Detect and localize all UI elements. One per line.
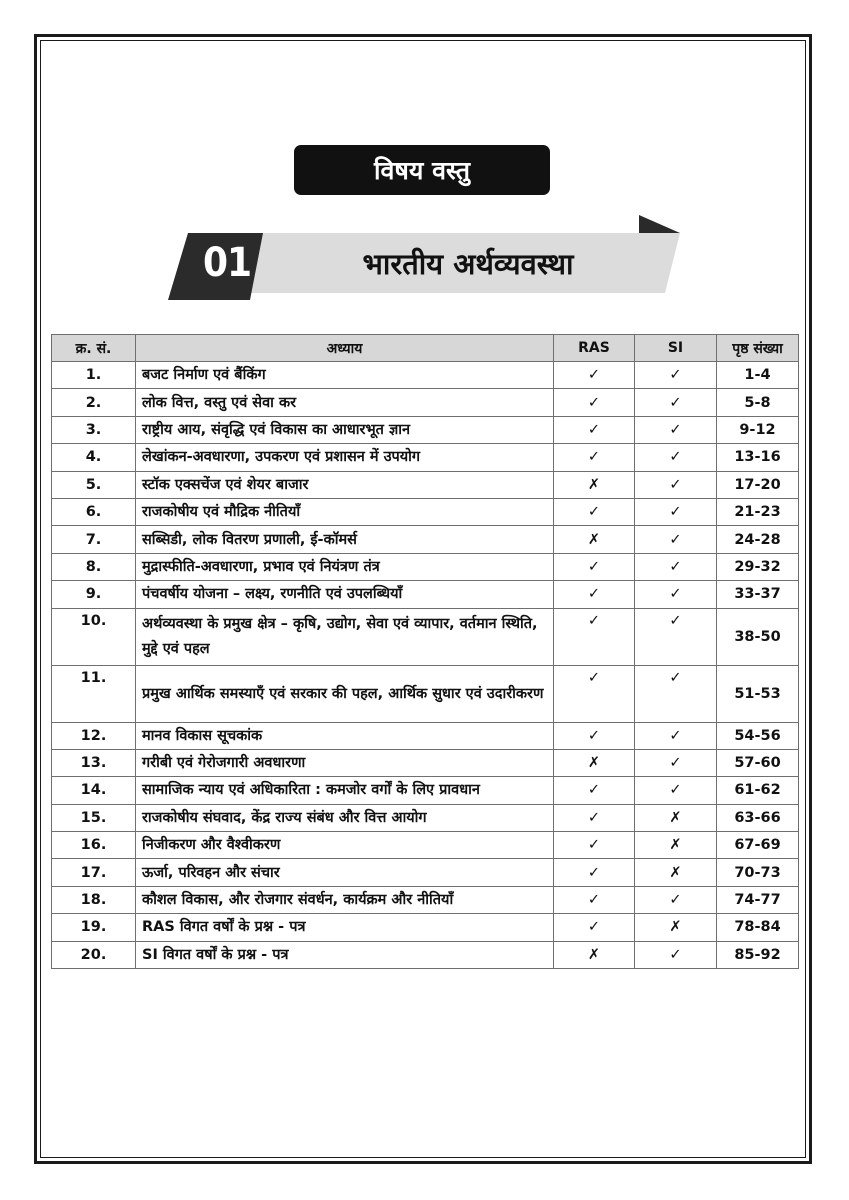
- table-row: [52, 553, 799, 580]
- row-si-mark: ✓: [635, 608, 717, 665]
- table-body: [52, 362, 799, 969]
- row-pages: 5-8: [717, 389, 799, 416]
- row-chapter: प्रमुख आर्थिक समस्याएँ एवं सरकार की पहल, आर्थिक सुधार एवं उदारीकरण: [136, 665, 554, 722]
- row-ras-mark: ✗: [554, 749, 635, 776]
- row-serial: 10.: [52, 608, 136, 665]
- row-pages: 29-32: [717, 553, 799, 580]
- row-serial: 17.: [52, 859, 136, 886]
- row-serial: 9.: [52, 581, 136, 608]
- row-pages: 67-69: [717, 832, 799, 859]
- row-pages: 33-37: [717, 581, 799, 608]
- unit-banner: [168, 215, 688, 305]
- table-row: [52, 362, 799, 389]
- row-ras-mark: ✓: [554, 389, 635, 416]
- row-si-mark: ✓: [635, 526, 717, 553]
- row-si-mark: ✗: [635, 832, 717, 859]
- row-chapter: राजकोषीय एवं मौद्रिक नीतियाँ: [136, 498, 554, 525]
- row-pages: 78-84: [717, 914, 799, 941]
- table-row: [52, 416, 799, 443]
- row-chapter: मुद्रास्फीति-अवधारणा, प्रभाव एवं नियंत्रण तंत्र: [136, 553, 554, 580]
- table-row: [52, 941, 799, 968]
- row-serial: 2.: [52, 389, 136, 416]
- table-header-row: [52, 335, 799, 362]
- row-serial: 4.: [52, 444, 136, 471]
- row-pages: 1-4: [717, 362, 799, 389]
- row-chapter: सामाजिक न्याय एवं अधिकारिता : कमजोर वर्गों के लिए प्रावधान: [136, 777, 554, 804]
- header-serial: क्र. सं.: [52, 335, 136, 362]
- row-si-mark: ✓: [635, 777, 717, 804]
- row-si-mark: ✓: [635, 886, 717, 913]
- row-serial: 1.: [52, 362, 136, 389]
- row-si-mark: ✓: [635, 665, 717, 722]
- row-ras-mark: ✓: [554, 665, 635, 722]
- row-si-mark: ✗: [635, 804, 717, 831]
- table-row: [52, 722, 799, 749]
- row-pages: 57-60: [717, 749, 799, 776]
- table-row: [52, 581, 799, 608]
- row-serial: 6.: [52, 498, 136, 525]
- row-ras-mark: ✗: [554, 526, 635, 553]
- row-si-mark: ✓: [635, 941, 717, 968]
- table-row: [52, 471, 799, 498]
- row-serial: 16.: [52, 832, 136, 859]
- table-row: [52, 832, 799, 859]
- row-serial: 3.: [52, 416, 136, 443]
- row-pages: 17-20: [717, 471, 799, 498]
- header-si: SI: [635, 335, 717, 362]
- row-chapter: RAS विगत वर्षों के प्रश्न - पत्र: [136, 914, 554, 941]
- row-serial: 5.: [52, 471, 136, 498]
- row-chapter: लोक वित्त, वस्तु एवं सेवा कर: [136, 389, 554, 416]
- row-serial: 19.: [52, 914, 136, 941]
- row-serial: 11.: [52, 665, 136, 722]
- row-chapter: अर्थव्यवस्था के प्रमुख क्षेत्र – कृषि, उद्योग, सेवा एवं व्यापार, वर्तमान स्थिति, मुद्दे एवं पहल: [136, 608, 554, 665]
- row-ras-mark: ✗: [554, 941, 635, 968]
- row-ras-mark: ✓: [554, 416, 635, 443]
- row-serial: 7.: [52, 526, 136, 553]
- table-row: [52, 526, 799, 553]
- table-row: [52, 498, 799, 525]
- row-serial: 12.: [52, 722, 136, 749]
- row-si-mark: ✓: [635, 362, 717, 389]
- row-serial: 13.: [52, 749, 136, 776]
- row-si-mark: ✓: [635, 471, 717, 498]
- row-pages: 24-28: [717, 526, 799, 553]
- table-row: [52, 859, 799, 886]
- row-chapter: राष्ट्रीय आय, संवृद्धि एवं विकास का आधारभूत ज्ञान: [136, 416, 554, 443]
- row-si-mark: ✓: [635, 416, 717, 443]
- table-row: [52, 444, 799, 471]
- row-ras-mark: ✓: [554, 498, 635, 525]
- row-si-mark: ✗: [635, 914, 717, 941]
- row-chapter: राजकोषीय संघवाद, केंद्र राज्य संबंध और वित्त आयोग: [136, 804, 554, 831]
- header-chapter: अध्याय: [136, 335, 554, 362]
- row-chapter: पंचवर्षीय योजना – लक्ष्य, रणनीति एवं उपलब्धियाँ: [136, 581, 554, 608]
- row-ras-mark: ✓: [554, 553, 635, 580]
- row-serial: 15.: [52, 804, 136, 831]
- row-chapter: SI विगत वर्षों के प्रश्न - पत्र: [136, 941, 554, 968]
- header-ras: RAS: [554, 335, 635, 362]
- row-si-mark: ✓: [635, 498, 717, 525]
- row-chapter: गरीबी एवं गेरोजगारी अवधारणा: [136, 749, 554, 776]
- table-row: [52, 886, 799, 913]
- unit-number: 01: [202, 240, 252, 286]
- row-chapter: ऊर्जा, परिवहन और संचार: [136, 859, 554, 886]
- row-serial: 14.: [52, 777, 136, 804]
- row-chapter: सब्सिडी, लोक वितरण प्रणाली, ई-कॉमर्स: [136, 526, 554, 553]
- page-title-text: विषय वस्तु: [374, 156, 470, 185]
- row-pages: 13-16: [717, 444, 799, 471]
- row-si-mark: ✓: [635, 444, 717, 471]
- row-ras-mark: ✓: [554, 581, 635, 608]
- row-pages: 63-66: [717, 804, 799, 831]
- table-row: [52, 608, 799, 665]
- row-pages: 51-53: [717, 665, 799, 722]
- row-ras-mark: ✗: [554, 471, 635, 498]
- table-row: [52, 749, 799, 776]
- row-serial: 8.: [52, 553, 136, 580]
- table-row: [52, 665, 799, 722]
- row-pages: 74-77: [717, 886, 799, 913]
- row-chapter: निजीकरण और वैश्वीकरण: [136, 832, 554, 859]
- table-row: [52, 804, 799, 831]
- row-ras-mark: ✓: [554, 444, 635, 471]
- row-serial: 20.: [52, 941, 136, 968]
- contents-table: [51, 334, 799, 969]
- row-ras-mark: ✓: [554, 859, 635, 886]
- row-si-mark: ✓: [635, 749, 717, 776]
- row-chapter: लेखांकन-अवधारणा, उपकरण एवं प्रशासन में उपयोग: [136, 444, 554, 471]
- row-ras-mark: ✓: [554, 886, 635, 913]
- row-chapter: मानव विकास सूचकांक: [136, 722, 554, 749]
- row-pages: 61-62: [717, 777, 799, 804]
- row-chapter: स्टॉक एक्सचेंज एवं शेयर बाजार: [136, 471, 554, 498]
- row-chapter: कौशल विकास, और रोजगार संवर्धन, कार्यक्रम और नीतियाँ: [136, 886, 554, 913]
- row-ras-mark: ✓: [554, 832, 635, 859]
- row-si-mark: ✗: [635, 859, 717, 886]
- row-pages: 85-92: [717, 941, 799, 968]
- row-ras-mark: ✓: [554, 777, 635, 804]
- row-si-mark: ✓: [635, 553, 717, 580]
- table-row: [52, 777, 799, 804]
- row-ras-mark: ✓: [554, 722, 635, 749]
- row-ras-mark: ✓: [554, 914, 635, 941]
- row-si-mark: ✓: [635, 389, 717, 416]
- page-title: [294, 145, 550, 195]
- row-chapter: बजट निर्माण एवं बैंकिंग: [136, 362, 554, 389]
- row-serial: 18.: [52, 886, 136, 913]
- row-pages: 9-12: [717, 416, 799, 443]
- row-si-mark: ✓: [635, 722, 717, 749]
- table-row: [52, 389, 799, 416]
- row-ras-mark: ✓: [554, 608, 635, 665]
- unit-title: भारतीय अर्थव्यवस्था: [362, 246, 574, 281]
- row-pages: 21-23: [717, 498, 799, 525]
- row-ras-mark: ✓: [554, 804, 635, 831]
- table-row: [52, 914, 799, 941]
- header-pages: पृष्ठ संख्या: [717, 335, 799, 362]
- row-pages: 70-73: [717, 859, 799, 886]
- row-si-mark: ✓: [635, 581, 717, 608]
- row-pages: 38-50: [717, 608, 799, 665]
- row-pages: 54-56: [717, 722, 799, 749]
- row-ras-mark: ✓: [554, 362, 635, 389]
